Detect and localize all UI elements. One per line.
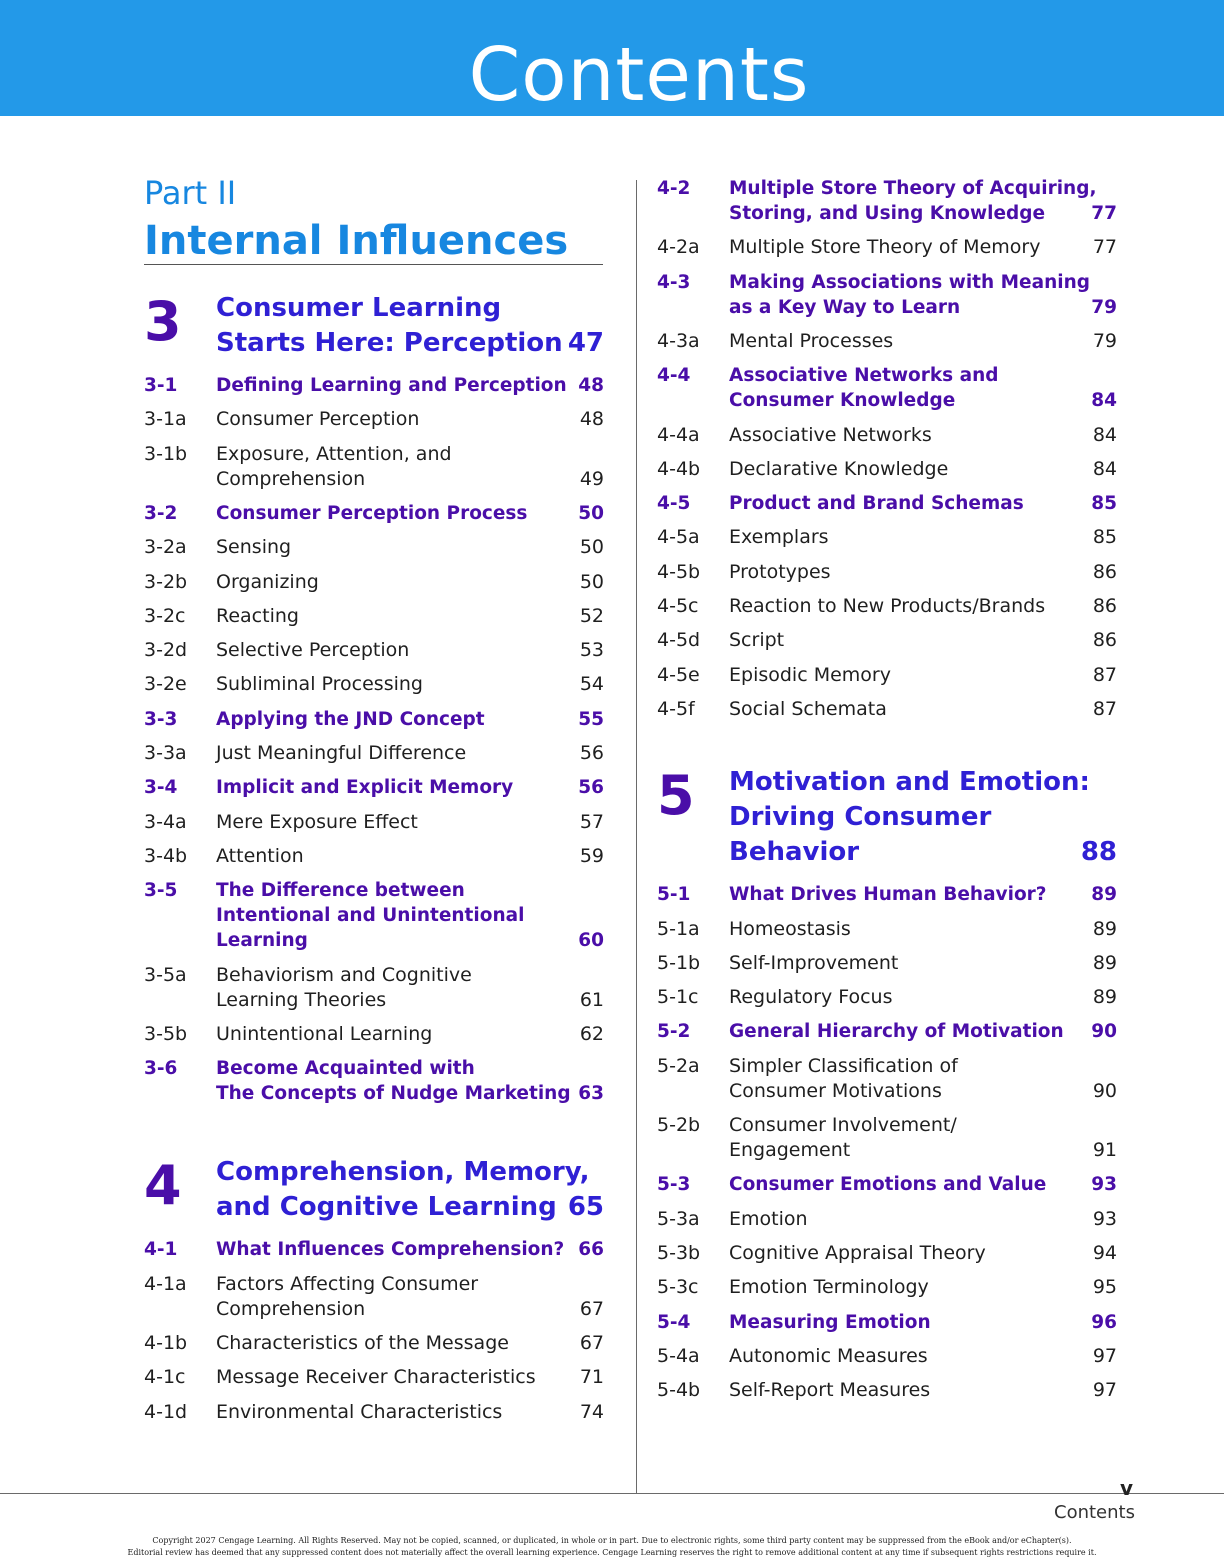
entry-number: 3-2: [144, 502, 178, 524]
entry-page: 54: [579, 673, 604, 696]
entry-title: Emotion: [729, 1207, 808, 1230]
entry-number: 4-5e: [657, 663, 700, 686]
chapter-number: 3: [144, 290, 182, 353]
entry-title: Associative Networks: [729, 423, 932, 446]
entry-number: 4-3: [657, 271, 691, 293]
chapter-title[interactable]: and Cognitive Learning: [216, 1192, 557, 1223]
entry-number: 4-5b: [657, 560, 701, 583]
entry-title: General Hierarchy of Motivation: [729, 1021, 1064, 1043]
entry-page: 97: [1092, 1344, 1117, 1367]
entry-page: 49: [579, 467, 604, 490]
running-title: Contents: [1054, 1502, 1135, 1523]
entry-number: 4-1a: [144, 1272, 187, 1295]
entry-title: Reaction to New Products/Brands: [729, 595, 1046, 617]
toc-subsection-entry[interactable]: [657, 329, 1117, 354]
entry-title: Simpler Classification of: [729, 1054, 958, 1077]
chapter-number: 5: [657, 764, 695, 828]
toc-subsection-entry[interactable]: [144, 604, 604, 629]
entry-number: 3-2c: [144, 604, 186, 627]
chapter-page: 47: [567, 328, 604, 358]
entry-page: 89: [1092, 917, 1117, 940]
chapter-title[interactable]: Consumer Learning: [216, 293, 502, 323]
entry-title: Message Receiver Characteristics: [216, 1366, 536, 1389]
entry-title: Self-Report Measures: [729, 1379, 931, 1402]
entry-title: Episodic Memory: [729, 663, 891, 686]
entry-page: 55: [578, 708, 604, 730]
entry-page: 61: [579, 988, 604, 1011]
entry-number: 4-1b: [144, 1332, 188, 1354]
entry-title: Organizing: [216, 570, 319, 593]
entry-page: 77: [1091, 203, 1117, 224]
entry-title: Behaviorism and Cognitive: [216, 963, 472, 986]
entry-page: 67: [579, 1332, 604, 1354]
entry-number: 3-3: [144, 708, 178, 730]
entry-title: Consumer Emotions and Value: [729, 1174, 1047, 1196]
toc-section-entry[interactable]: [144, 501, 604, 526]
entry-title: Attention: [216, 844, 304, 867]
entry-page: 60: [578, 930, 604, 952]
part-label: Part II: [144, 174, 237, 212]
entry-title: Intentional and Unintentional: [216, 905, 525, 927]
footer-rule: [0, 1493, 1224, 1494]
entry-page: 62: [579, 1022, 604, 1045]
toc-subsection-entry[interactable]: [144, 638, 604, 663]
entry-number: 5-1: [657, 884, 691, 906]
entry-page: 71: [579, 1366, 604, 1389]
entry-title: Learning Theories: [216, 988, 387, 1011]
toc-subsection-entry[interactable]: [144, 741, 604, 766]
entry-page: 96: [1091, 1311, 1117, 1333]
entry-number: 3-2e: [144, 673, 187, 696]
header-banner: [0, 0, 1224, 116]
entry-page: 86: [1092, 560, 1117, 583]
chapter-title[interactable]: Behavior: [729, 837, 860, 868]
entry-number: 5-2b: [657, 1114, 701, 1136]
entry-number: 4-5: [657, 493, 691, 515]
entry-page: 89: [1091, 884, 1117, 906]
toc-section-entry[interactable]: [657, 270, 1117, 320]
entry-title: Selective Perception: [216, 639, 410, 662]
entry-number: 3-1a: [144, 408, 187, 431]
toc-subsection-entry[interactable]: [144, 844, 604, 869]
toc-subsection-entry[interactable]: [657, 985, 1117, 1010]
entry-page: 67: [579, 1297, 604, 1320]
toc-subsection-entry[interactable]: [657, 917, 1117, 942]
chapter-title[interactable]: Motivation and Emotion:: [729, 767, 1090, 798]
entry-title: Storing, and Using Knowledge: [729, 203, 1046, 224]
entry-page: 50: [579, 570, 604, 593]
entry-page: 48: [578, 375, 604, 396]
entry-title: Mental Processes: [729, 329, 894, 352]
entry-number: 5-1c: [657, 986, 699, 1009]
entry-title: Unintentional Learning: [216, 1022, 433, 1045]
toc-subsection-entry[interactable]: [657, 951, 1117, 976]
toc-section-entry[interactable]: [657, 882, 1117, 907]
toc-subsection-entry[interactable]: [657, 423, 1117, 448]
chapter-title[interactable]: Comprehension, Memory,: [216, 1157, 590, 1188]
entry-page: 85: [1091, 493, 1117, 515]
entry-number: 5-4: [657, 1311, 691, 1333]
entry-page: 66: [578, 1239, 604, 1261]
toc-subsection-entry[interactable]: [657, 457, 1117, 482]
entry-page: 90: [1092, 1079, 1117, 1102]
toc-section-entry[interactable]: [657, 363, 1117, 413]
entry-number: 3-2d: [144, 639, 188, 662]
entry-title: Product and Brand Schemas: [729, 493, 1024, 515]
copyright-line: Editorial review has deemed that any suppressed content does not materially affect the overall learning experience. Cengage Learning reserves the right to remove additional content at any time if subsequent rights restrictions require it.: [127, 1548, 1097, 1557]
entry-title: Cognitive Appraisal Theory: [729, 1241, 986, 1264]
entry-number: 3-2b: [144, 570, 188, 593]
entry-title: Multiple Store Theory of Memory: [729, 236, 1041, 259]
toc-subsection-entry[interactable]: [144, 1365, 604, 1390]
entry-number: 4-5c: [657, 595, 699, 617]
toc-subsection-entry[interactable]: [144, 407, 604, 432]
toc-section-entry[interactable]: [144, 775, 604, 800]
toc-subsection-entry[interactable]: [657, 663, 1117, 688]
entry-page: 84: [1091, 390, 1117, 412]
toc-section-entry[interactable]: [144, 707, 604, 732]
entry-title: Associative Networks and: [729, 365, 999, 387]
entry-title: Subliminal Processing: [216, 673, 423, 696]
entry-number: 3-5: [144, 880, 178, 902]
entry-page: 77: [1092, 236, 1117, 259]
entry-title: as a Key Way to Learn: [729, 296, 961, 318]
entry-number: 4-5a: [657, 526, 700, 549]
entry-title: Consumer Motivations: [729, 1079, 942, 1102]
entry-number: 5-3: [657, 1174, 691, 1196]
entry-number: 4-1c: [144, 1366, 186, 1389]
toc-section-entry[interactable]: [657, 1019, 1117, 1044]
entry-title: The Difference between: [216, 880, 465, 902]
entry-title: Factors Affecting Consumer: [216, 1272, 479, 1295]
entry-title: Applying the JND Concept: [216, 708, 485, 730]
entry-title: Script: [729, 629, 785, 652]
entry-title: Multiple Store Theory of Acquiring,: [729, 178, 1097, 199]
page-title: Contents: [468, 32, 810, 118]
toc-subsection-entry[interactable]: [657, 697, 1117, 722]
toc-section-entry[interactable]: [144, 373, 604, 398]
entry-page: 59: [579, 844, 604, 867]
part-rule: [144, 264, 603, 265]
toc-subsection-entry[interactable]: [144, 1331, 604, 1356]
entry-number: 4-1: [144, 1239, 178, 1261]
entry-number: 3-5a: [144, 963, 187, 986]
toc-subsection-entry[interactable]: [657, 560, 1117, 585]
entry-title: Environmental Characteristics: [216, 1400, 503, 1423]
entry-number: 3-6: [144, 1058, 178, 1080]
toc-subsection-entry[interactable]: [144, 535, 604, 560]
entry-number: 5-3b: [657, 1241, 701, 1264]
entry-number: 3-4a: [144, 810, 187, 833]
entry-page: 97: [1092, 1379, 1117, 1402]
chapter-title[interactable]: Driving Consumer: [729, 802, 992, 833]
entry-page: 84: [1092, 423, 1117, 446]
toc-subsection-entry[interactable]: [657, 1113, 1117, 1163]
entry-number: 4-1d: [144, 1400, 188, 1423]
chapter-page: 88: [1080, 837, 1117, 868]
entry-title: Self-Improvement: [729, 951, 899, 974]
entry-page: 86: [1092, 629, 1117, 652]
toc-section-entry[interactable]: [657, 1172, 1117, 1197]
entry-number: 4-3a: [657, 329, 700, 352]
toc-subsection-entry[interactable]: [144, 963, 604, 1013]
entry-number: 5-4a: [657, 1344, 700, 1367]
toc-section-entry[interactable]: [144, 878, 604, 953]
toc-subsection-entry[interactable]: [657, 1378, 1117, 1403]
toc-subsection-entry[interactable]: [144, 1400, 604, 1425]
part-title: Internal Influences: [144, 218, 569, 264]
entry-title: Reacting: [216, 604, 299, 627]
toc-subsection-entry[interactable]: [657, 235, 1117, 260]
entry-page: 63: [578, 1083, 604, 1105]
toc-section-entry[interactable]: [657, 176, 1117, 226]
entry-title: Making Associations with Meaning: [729, 271, 1091, 293]
entry-title: Consumer Knowledge: [729, 390, 956, 412]
entry-number: 4-5d: [657, 629, 701, 652]
entry-page: 89: [1092, 951, 1117, 974]
toc-subsection-entry[interactable]: [144, 1022, 604, 1047]
toc-section-entry[interactable]: [657, 1310, 1117, 1335]
entry-title: Comprehension: [216, 467, 366, 490]
toc-section-entry[interactable]: [144, 1237, 604, 1262]
entry-page: 94: [1092, 1241, 1117, 1264]
entry-title: Exposure, Attention, and: [216, 442, 452, 465]
entry-page: 74: [579, 1400, 604, 1423]
toc-subsection-entry[interactable]: [657, 1207, 1117, 1232]
entry-title: Measuring Emotion: [729, 1311, 931, 1333]
entry-number: 5-2: [657, 1021, 691, 1043]
toc-subsection-entry[interactable]: [657, 628, 1117, 653]
chapter-number: 4: [144, 1154, 182, 1218]
entry-number: 3-5b: [144, 1022, 188, 1045]
entry-title: What Drives Human Behavior?: [729, 884, 1047, 906]
entry-page: 90: [1091, 1021, 1117, 1043]
entry-title: Emotion Terminology: [729, 1276, 929, 1299]
entry-title: Consumer Perception Process: [216, 502, 528, 524]
page-numeral: v: [1120, 1476, 1134, 1500]
entry-page: 53: [579, 639, 604, 662]
entry-page: 57: [579, 810, 604, 833]
entry-title: Sensing: [216, 536, 292, 559]
entry-title: Consumer Perception: [216, 408, 420, 431]
entry-page: 56: [578, 777, 604, 799]
entry-number: 5-1b: [657, 951, 701, 974]
entry-number: 4-2: [657, 178, 691, 199]
entry-number: 5-4b: [657, 1379, 701, 1402]
entry-page: 91: [1092, 1139, 1117, 1161]
entry-title: What Influences Comprehension?: [216, 1239, 565, 1261]
entry-page: 56: [579, 742, 604, 764]
entry-title: Regulatory Focus: [729, 986, 893, 1009]
entry-title: Homeostasis: [729, 917, 851, 940]
toc-subsection-entry[interactable]: [657, 1344, 1117, 1369]
entry-title: Mere Exposure Effect: [216, 810, 418, 833]
entry-number: 3-1: [144, 375, 178, 396]
entry-title: The Concepts of Nudge Marketing: [216, 1083, 571, 1105]
entry-page: 93: [1091, 1174, 1117, 1196]
toc-subsection-entry[interactable]: [144, 570, 604, 595]
entry-number: 5-3c: [657, 1276, 699, 1299]
entry-title: Engagement: [729, 1139, 851, 1161]
toc-subsection-entry[interactable]: [657, 1054, 1117, 1104]
toc-subsection-entry[interactable]: [657, 1241, 1117, 1266]
entry-page: 85: [1092, 526, 1117, 549]
toc-subsection-entry[interactable]: [144, 1272, 604, 1322]
entry-number: 4-4: [657, 365, 691, 387]
toc-section-entry[interactable]: [657, 491, 1117, 516]
entry-title: Social Schemata: [729, 697, 887, 720]
entry-number: 3-4b: [144, 844, 188, 867]
entry-page: 86: [1092, 595, 1117, 617]
chapter-title[interactable]: Starts Here: Perception: [216, 328, 563, 358]
toc-subsection-entry[interactable]: [657, 525, 1117, 550]
entry-page: 79: [1091, 296, 1117, 318]
entry-title: Just Meaningful Difference: [216, 742, 467, 764]
entry-title: Implicit and Explicit Memory: [216, 777, 514, 799]
entry-number: 3-2a: [144, 536, 187, 559]
entry-page: 84: [1092, 457, 1117, 480]
column-divider: [636, 180, 637, 1493]
toc-subsection-entry[interactable]: [144, 672, 604, 697]
entry-page: 50: [578, 502, 604, 524]
entry-page: 93: [1092, 1207, 1117, 1230]
entry-title: Autonomic Measures: [729, 1344, 928, 1367]
entry-title: Consumer Involvement/: [729, 1114, 957, 1136]
entry-number: 4-4b: [657, 457, 701, 480]
entry-number: 4-5f: [657, 697, 695, 720]
entry-title: Become Acquainted with: [216, 1058, 475, 1080]
entry-title: Exemplars: [729, 526, 829, 549]
entry-page: 50: [579, 536, 604, 559]
entry-page: 87: [1092, 697, 1117, 720]
entry-page: 48: [579, 408, 604, 431]
entry-number: 5-2a: [657, 1054, 700, 1077]
entry-page: 87: [1092, 663, 1117, 686]
entry-title: Declarative Knowledge: [729, 457, 949, 480]
toc-subsection-entry[interactable]: [657, 594, 1117, 619]
entry-number: 5-1a: [657, 917, 700, 940]
entry-page: 95: [1092, 1276, 1117, 1299]
copyright-line: Copyright 2027 Cengage Learning. All Rights Reserved. May not be copied, scanned, or duplicated, in whole or in part. Due to electronic rights, some third party content may be suppressed from the eBook and/or eChapter(s).: [152, 1536, 1072, 1545]
entry-number: 4-2a: [657, 236, 700, 259]
copyright-notice: [0, 1535, 1224, 1559]
entry-number: 3-4: [144, 777, 178, 799]
entry-title: Defining Learning and Perception: [216, 375, 567, 396]
toc-subsection-entry[interactable]: [657, 1275, 1117, 1300]
entry-page: 79: [1092, 329, 1117, 352]
entry-number: 5-3a: [657, 1207, 700, 1230]
entry-number: 3-3a: [144, 742, 187, 764]
entry-number: 3-1b: [144, 442, 188, 465]
entry-title: Learning: [216, 930, 308, 952]
entry-title: Prototypes: [729, 560, 831, 583]
entry-title: Characteristics of the Message: [216, 1332, 509, 1354]
entry-title: Comprehension: [216, 1297, 366, 1320]
toc-section-entry[interactable]: [144, 1056, 604, 1106]
chapter-page: 65: [567, 1192, 604, 1223]
entry-number: 4-4a: [657, 423, 700, 446]
entry-page: 89: [1092, 986, 1117, 1009]
entry-page: 52: [579, 604, 604, 627]
toc-subsection-entry[interactable]: [144, 442, 604, 492]
toc-subsection-entry[interactable]: [144, 810, 604, 835]
